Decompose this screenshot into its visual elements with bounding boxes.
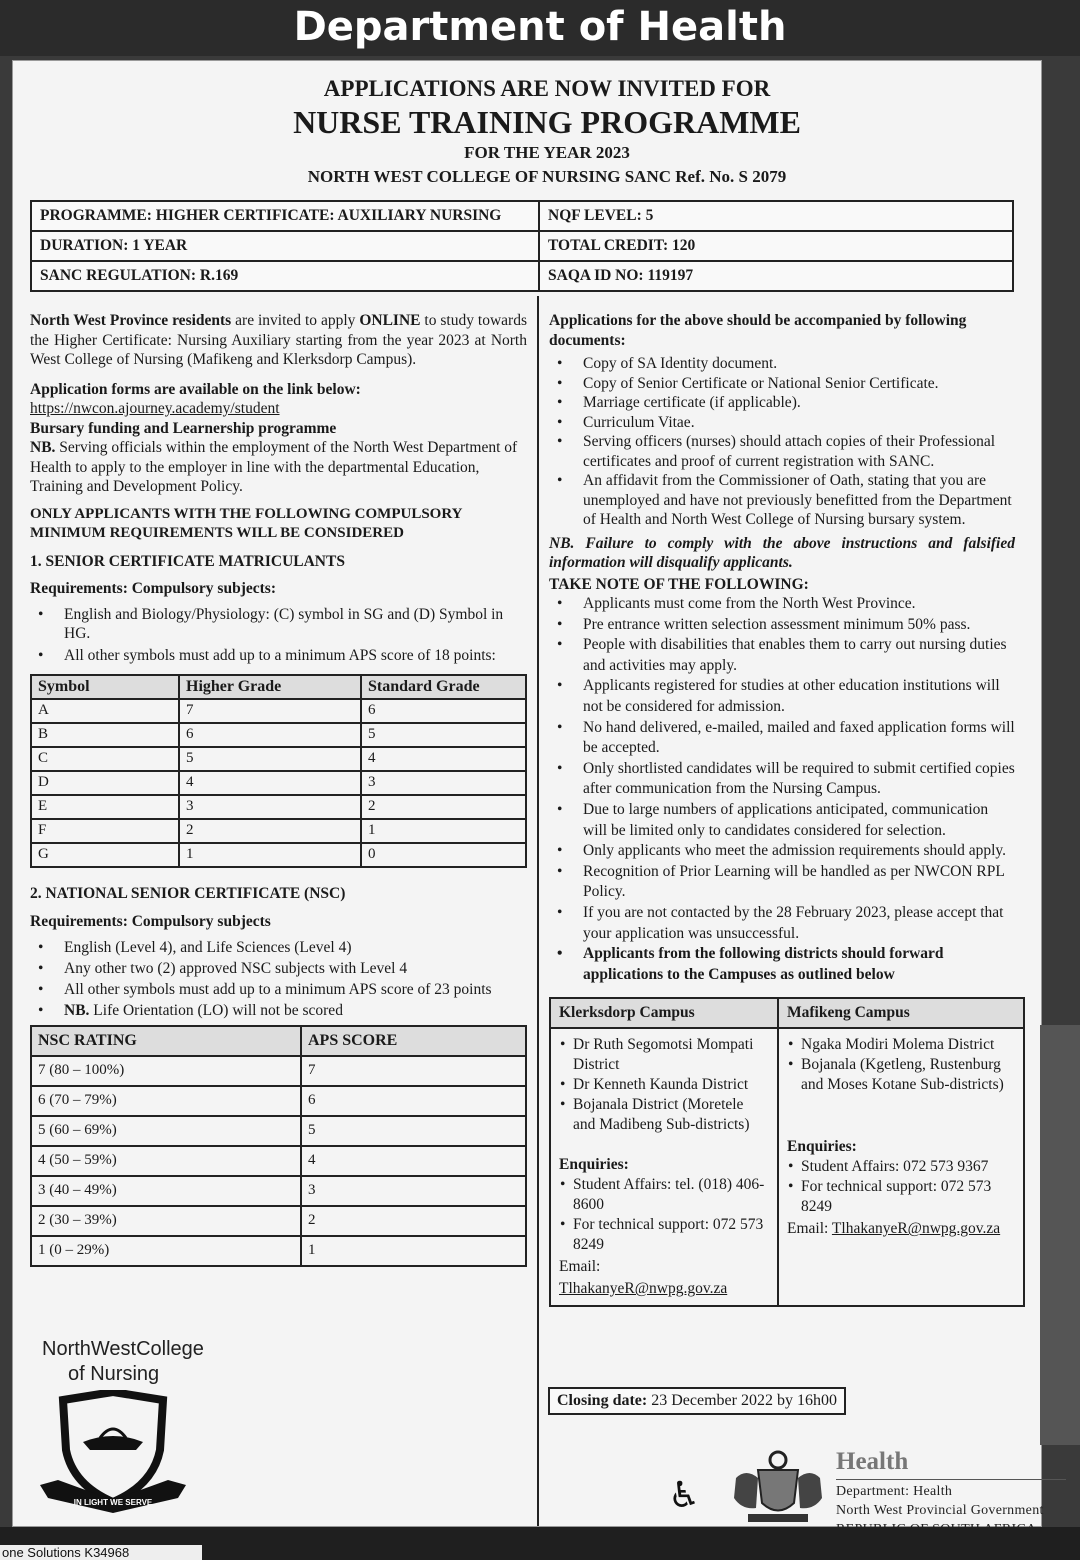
list-item: • Copy of Senior Certificate or National Senior Certificate. (583, 374, 1015, 394)
right-column (549, 311, 1015, 1307)
dept-government: North West Provincial Government (836, 1503, 1044, 1518)
table-cell: 1 (301, 1236, 526, 1266)
list-item: • Ngaka Modiri Molema District (801, 1035, 1015, 1055)
list-item (64, 1000, 527, 1021)
closing-date-box (548, 1387, 846, 1415)
table-cell: 3 (179, 795, 361, 819)
nb-text: Serving officials within the employment of the North West Department of Health to apply to the employer in line with the departmental Education, Training and Development Policy. (30, 439, 518, 495)
coat-of-arms-icon (728, 1448, 828, 1528)
list-item: • Any other two (2) approved NSC subjects with Level 4 (64, 958, 527, 979)
logo-line-2: of Nursing (68, 1363, 160, 1385)
table-cell: A (31, 699, 179, 723)
table-cell: 4 (179, 771, 361, 795)
list-item: • Copy of SA Identity document. (583, 354, 1015, 374)
header-year: FOR THE YEAR 2023 (464, 143, 630, 162)
list-item: • English and Biology/Physiology: (C) symbol in SG and (D) Symbol in HG. (64, 605, 527, 644)
email-link[interactable]: TlhakanyeR@nwpg.gov.za (831, 1220, 1001, 1238)
application-link[interactable]: https://nwcon.ajourney.academy/student (30, 400, 280, 417)
table-header-cell: APS SCORE (301, 1026, 526, 1056)
dept-health-word: Health (836, 1448, 909, 1475)
header-college: NORTH WEST COLLEGE OF NURSING SANC Ref. No. S 2079 (307, 167, 787, 186)
table-header-cell: Symbol (31, 675, 179, 699)
intro-paragraph (30, 311, 527, 370)
senior-certificate-heading: 1. SENIOR CERTIFICATE MATRICULANTS (30, 552, 345, 570)
table-cell: 2 (361, 795, 526, 819)
intro-text-rest: to study towards the Higher Certificate: Nursing Auxiliary starting from the year 2023 at North West College of Nursing (Mafikeng and Klerksdorp Campus). (30, 312, 527, 368)
table-cell: 3 (301, 1176, 526, 1206)
list-item: • Student Affairs: 072 573 9367 (801, 1157, 1015, 1177)
background-photo-strip (1040, 1025, 1080, 1445)
table-cell: 5 (361, 723, 526, 747)
list-item: • Student Affairs: tel. (018) 406-8600 (573, 1175, 769, 1215)
table-header-row (550, 998, 1024, 1028)
list-item: • Dr Kenneth Kaunda District (573, 1075, 769, 1095)
table-row (31, 1146, 526, 1176)
intro-bold-online: ONLINE (359, 312, 421, 329)
dept-name: Department: Health (836, 1484, 953, 1499)
left-column (30, 311, 527, 1267)
department-signature (836, 1447, 1066, 1539)
closing-date-label: Closing date: (557, 1392, 648, 1409)
list-item: • Only shortlisted candidates will be required to submit certified copies after communication from the Nursing Campus. (583, 759, 1015, 800)
table-header-cell: NSC RATING (31, 1026, 301, 1056)
duration-cell: DURATION: 1 YEAR (31, 231, 539, 261)
intro-bold-residents: North West Province residents (30, 312, 232, 329)
dept-divider (836, 1479, 1066, 1480)
table-row (31, 1206, 526, 1236)
table-header-row (31, 675, 526, 699)
list-item: • English (Level 4), and Life Sciences (Level 4) (64, 937, 527, 958)
table-row (31, 1176, 526, 1206)
table-row (550, 1028, 1024, 1306)
table-header-cell: Higher Grade (179, 675, 361, 699)
sc-requirements-list (30, 605, 527, 666)
klerksdorp-campus-title: Klerksdorp Campus (550, 998, 778, 1028)
table-row (31, 699, 526, 723)
table-header-cell: Standard Grade (361, 675, 526, 699)
table-cell: F (31, 819, 179, 843)
symbol-table (30, 674, 527, 868)
email-line (787, 1219, 1015, 1239)
list-item: • Marriage certificate (if applicable). (583, 393, 1015, 413)
programme-info-table (30, 200, 1014, 292)
table-cell: 2 (301, 1206, 526, 1236)
email-link[interactable]: TlhakanyeR@nwpg.gov.za (559, 1280, 728, 1298)
list-item: • Bojanala District (Moretele and Madibeng Sub-districts) (573, 1095, 769, 1135)
list-item: • An affidavit from the Commissioner of Oath, stating that you are unemployed and have not previously benefitted from the Department of Health and North West College of Nursing bursary system. (583, 471, 1015, 530)
list-item: • Only applicants who meet the admission requirements should apply. (583, 841, 1015, 862)
table-row (31, 771, 526, 795)
table-cell: 7 (301, 1056, 526, 1086)
table-cell: 4 (361, 747, 526, 771)
logo-motto: IN LIGHT WE SERVE (73, 1498, 153, 1507)
mafikeng-campus-title: Mafikeng Campus (778, 998, 1024, 1028)
mafikeng-enquiries (787, 1157, 1015, 1217)
list-item: • Recognition of Prior Learning will be handled as per NWCON RPL Policy. (583, 862, 1015, 903)
college-crest-icon (38, 1390, 188, 1515)
header-invite: APPLICATIONS ARE NOW INVITED FOR (323, 76, 771, 101)
table-cell: 7 (179, 699, 361, 723)
table-cell: 6 (361, 699, 526, 723)
list-item: • Applicants must come from the North West Province. (583, 594, 1015, 615)
list-item: • Serving officers (nurses) should attach copies of their Professional certificates and proof of current registration with SANC. (583, 432, 1015, 471)
table-cell: 5 (301, 1116, 526, 1146)
documents-heading: Applications for the above should be accompanied by following documents: (549, 312, 967, 349)
list-item: • People with disabilities that enables them to carry out nursing duties and activities may apply. (583, 635, 1015, 676)
nsc-requirements-list (30, 937, 527, 1021)
take-note-list (549, 594, 1015, 985)
table-row (31, 1056, 526, 1086)
list-item: • Due to large numbers of applications anticipated, communication will be limited only to candidates considered for selection. (583, 800, 1015, 841)
table-row (31, 747, 526, 771)
table-cell: 5 (60 – 69%) (31, 1116, 301, 1146)
credit-cell: TOTAL CREDIT: 120 (539, 231, 1013, 261)
nsc-heading: 2. NATIONAL SENIOR CERTIFICATE (NSC) (30, 885, 346, 902)
klerksdorp-campus-details (550, 1028, 778, 1306)
klerksdorp-districts (559, 1035, 769, 1135)
list-item: • No hand delivered, e-mailed, mailed and faxed application forms will be accepted. (583, 718, 1015, 759)
list-item: • All other symbols must add up to a minimum APS score of 23 points (64, 979, 527, 1000)
compliance-warning: NB. Failure to comply with the above instructions and falsified information will disqualify applicants. (549, 534, 1015, 571)
header-programme: NURSE TRAINING PROGRAMME (293, 104, 801, 140)
table-cell: 2 (30 – 39%) (31, 1206, 301, 1236)
list-item: • For technical support: 072 573 8249 (573, 1215, 769, 1255)
table-row (31, 1236, 526, 1266)
table-cell: 6 (179, 723, 361, 747)
table-cell: 1 (361, 819, 526, 843)
list-item: • All other symbols must add up to a minimum APS score of 18 points: (64, 646, 527, 666)
table-cell: B (31, 723, 179, 747)
nb-paragraph (30, 438, 527, 497)
table-cell: 0 (361, 843, 526, 867)
table-cell: C (31, 747, 179, 771)
list-item: • If you are not contacted by the 28 February 2023, please accept that your application was unsuccessful. (583, 903, 1015, 944)
table-row (31, 843, 526, 867)
list-item: • Applicants from the following districts should forward applications to the Campuses as outlined below (583, 944, 1015, 985)
closing-date-value: 23 December 2022 by 16h00 (647, 1392, 837, 1409)
table-cell: E (31, 795, 179, 819)
table-cell: 3 (40 – 49%) (31, 1176, 301, 1206)
table-cell: 1 (0 – 29%) (31, 1236, 301, 1266)
nb-label: NB. (30, 439, 56, 456)
programme-cell: PROGRAMME: HIGHER CERTIFICATE: AUXILIARY NURSING (31, 201, 539, 231)
logo-line-1: NorthWestCollege (42, 1338, 204, 1360)
table-row (31, 795, 526, 819)
nb-text: Life Orientation (LO) will not be scored (89, 1002, 343, 1019)
page-banner-title: Department of Health (0, 0, 1080, 56)
table-cell: 5 (179, 747, 361, 771)
list-item: • Applicants registered for studies at other education institutions will not be considered for admission. (583, 676, 1015, 717)
table-cell: 6 (70 – 79%) (31, 1086, 301, 1116)
enquiries-heading: Enquiries: (559, 1156, 629, 1174)
take-note-heading: TAKE NOTE OF THE FOLLOWING: (549, 575, 809, 593)
email-label: Email: (787, 1220, 832, 1238)
table-row (31, 723, 526, 747)
nsc-rating-table (30, 1025, 527, 1267)
enquiries-heading: Enquiries: (787, 1138, 857, 1156)
table-row (31, 1116, 526, 1146)
minimum-requirements-heading: ONLY APPLICANTS WITH THE FOLLOWING COMPULSORY MINIMUM REQUIREMENTS WILL BE CONSIDERED (30, 505, 462, 541)
intro-text-mid: are invited to apply (231, 312, 360, 329)
table-cell: 7 (80 – 100%) (31, 1056, 301, 1086)
list-item: • For technical support: 072 573 8249 (801, 1177, 1015, 1217)
table-cell: 1 (179, 843, 361, 867)
table-cell: 6 (301, 1086, 526, 1116)
table-cell: 3 (361, 771, 526, 795)
bursary-heading: Bursary funding and Learnership programme (30, 419, 337, 437)
wheelchair-accessible-icon: ♿ (668, 1475, 701, 1516)
table-row (31, 1086, 526, 1116)
list-item: • Bojanala (Kgetleng, Rustenburg and Moses Kotane Sub-districts) (801, 1055, 1015, 1095)
forms-heading: Application forms are available on the link below: (30, 380, 361, 398)
nsc-requirements-label: Requirements: Compulsory subjects (30, 912, 271, 930)
mafikeng-campus-details (778, 1028, 1024, 1306)
list-item: • Dr Ruth Segomotsi Mompati District (573, 1035, 769, 1075)
table-cell: 4 (301, 1146, 526, 1176)
mafikeng-districts (787, 1035, 1015, 1095)
sanc-cell: SANC REGULATION: R.169 (31, 261, 539, 291)
documents-list (549, 354, 1015, 530)
table-header-row (31, 1026, 526, 1056)
table-cell: 2 (179, 819, 361, 843)
klerksdorp-enquiries (559, 1175, 769, 1255)
list-item: • Curriculum Vitae. (583, 413, 1015, 433)
campus-table (549, 997, 1025, 1307)
college-logo-text (42, 1337, 204, 1387)
nb-label: NB. (64, 1002, 90, 1019)
saqa-cell: SAQA ID NO: 119197 (539, 261, 1013, 291)
table-cell: D (31, 771, 179, 795)
nqf-cell: NQF LEVEL: 5 (539, 201, 1013, 231)
table-row (31, 819, 526, 843)
footer-credit: one Solutions K34968 (0, 1545, 202, 1560)
table-cell: 4 (50 – 59%) (31, 1146, 301, 1176)
table-cell: G (31, 843, 179, 867)
sc-requirements-label: Requirements: Compulsory subjects: (30, 580, 276, 597)
column-divider (537, 296, 539, 1526)
list-item: • Pre entrance written selection assessment minimum 50% pass. (583, 615, 1015, 636)
email-label: Email: (559, 1258, 601, 1276)
advert-header (13, 75, 1080, 189)
